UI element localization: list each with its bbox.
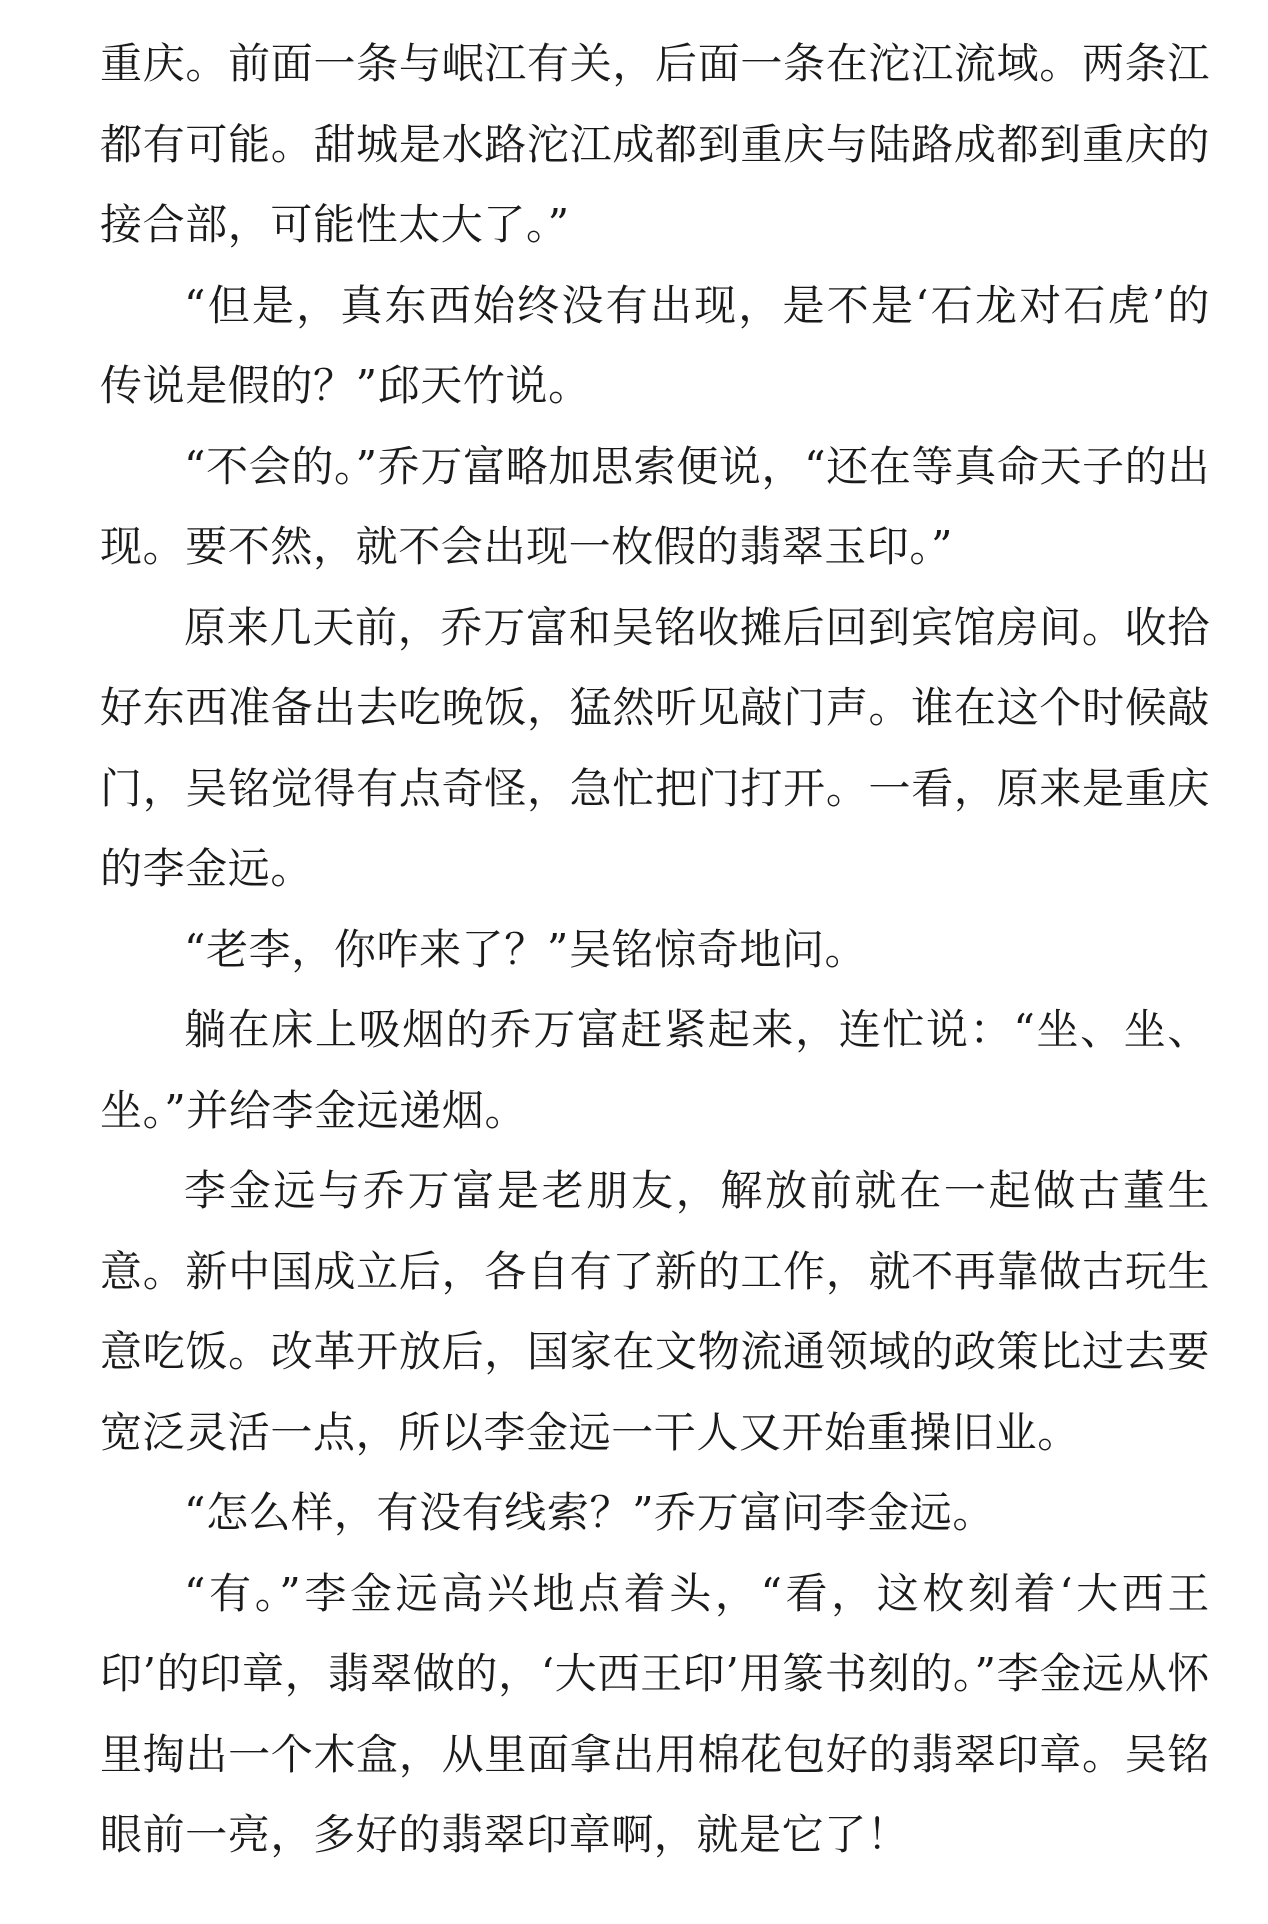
paragraph-continuation: 重庆。前面一条与岷江有关，后面一条在沱江流域。两条江都有可能。甜城是水路沱江成都到重庆与陆路成都到重庆的接合部，可能性太大了。” [100, 39, 1210, 249]
paragraph-dialogue: “但是，真东西始终没有出现，是不是‘石龙对石虎’的传说是假的？”邱天竹说。 [100, 280, 1210, 410]
paragraph-dialogue: “怎么样，有没有线索？”乔万富问李金远。 [184, 1488, 995, 1537]
paragraph-narration: 李金远与乔万富是老朋友，解放前就在一起做古董生意。新中国成立后，各自有了新的工作，就不再靠做古玩生意吃饭。改革开放后，国家在文物流通领域的政策比过去要宽泛灵活一点，所以李金远一干人又开始重操旧业。 [100, 1166, 1210, 1457]
paragraph-dialogue: “不会的。”乔万富略加思索便说，“还在等真命天子的出现。要不然，就不会出现一枚假的翡翠玉印。” [100, 441, 1210, 571]
paragraph-dialogue: “有。”李金远高兴地点着头，“看，这枚刻着‘大西王印’的印章，翡翠做的，‘大西王印’用篆书刻的。”李金远从怀里掏出一个木盒，从里面拿出用棉花包好的翡翠印章。吴铭眼前一亮，多好的翡翠印章啊，就是它了！ [100, 1568, 1210, 1859]
body-text [100, 24, 1210, 1876]
paragraph-dialogue: “老李，你咋来了？”吴铭惊奇地问。 [184, 924, 868, 974]
paragraph-narration: 躺在床上吸烟的乔万富赶紧起来，连忙说：“坐、坐、坐。”并给李金远递烟。 [100, 1005, 1210, 1135]
paragraph-narration: 原来几天前，乔万富和吴铭收摊后回到宾馆房间。收拾好东西准备出去吃晚饭，猛然听见敲门声。谁在这个时候敲门，吴铭觉得有点奇怪，急忙把门打开。一看，原来是重庆的李金远。 [100, 602, 1210, 893]
